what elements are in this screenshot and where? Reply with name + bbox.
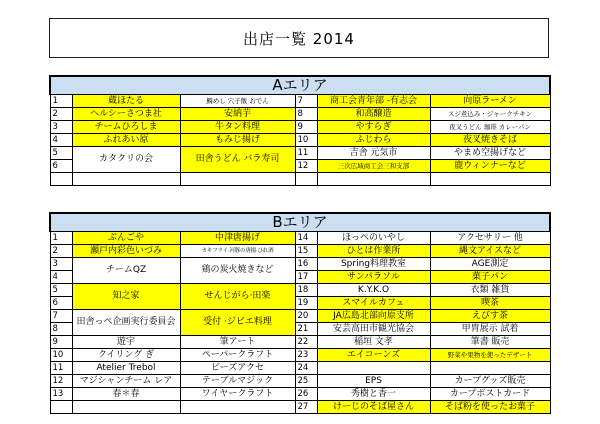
stall-number: 14 bbox=[295, 232, 317, 245]
stall-name: Spring料理教室 bbox=[317, 258, 430, 271]
stall-number: 10 bbox=[50, 349, 72, 362]
stall-name: 三次広域商工会三和支部 bbox=[317, 160, 430, 173]
stall-number: 17 bbox=[295, 271, 317, 284]
stall-number: 4 bbox=[50, 134, 72, 147]
stall-name: ひとは作業所 bbox=[317, 245, 430, 258]
page-title: 出店一覧 2014 bbox=[49, 18, 549, 58]
stall-name: JA広島北部向原支所 bbox=[317, 310, 430, 323]
stall-item: 縄文アイスなど bbox=[430, 245, 550, 258]
stall-item: そば粉を使ったお菓子 bbox=[430, 401, 550, 414]
stall-name: チームQZ bbox=[72, 258, 180, 284]
stall-number: 9 bbox=[295, 121, 317, 134]
area-b-heading: Bエリア bbox=[50, 213, 550, 232]
stall-name: 秀樹と香一 bbox=[317, 388, 430, 401]
stall-name: エイコーンズ bbox=[317, 349, 430, 362]
stall-name: スマイルカフェ bbox=[317, 297, 430, 310]
stall-name: やすらぎ bbox=[317, 121, 430, 134]
stall-number: 10 bbox=[295, 134, 317, 147]
stall-item: 野菜や果物を使ったデザート bbox=[430, 349, 550, 362]
stall-item: 筆アート bbox=[180, 336, 295, 349]
stall-item: もみじ揚げ bbox=[180, 134, 295, 147]
stall-number: 18 bbox=[295, 284, 317, 297]
stall-item: ワイヤークラフト bbox=[180, 388, 295, 401]
stall-item: ビーズアクセ bbox=[180, 362, 295, 375]
stall-item: えびす茶 bbox=[430, 310, 550, 323]
stall-name: 商工会青年部 -有志会 bbox=[317, 95, 430, 108]
stall-number: 27 bbox=[295, 401, 317, 414]
stall-item: 鶏の炭火焼きなど bbox=[180, 258, 295, 284]
stall-number: 21 bbox=[295, 323, 317, 336]
stall-number: 3 bbox=[50, 258, 72, 271]
stall-item: 筆書 販売 bbox=[430, 336, 550, 349]
stall-item: AGE測定 bbox=[430, 258, 550, 271]
stall-name: 稲垣 文孝 bbox=[317, 336, 430, 349]
stall-number: 1 bbox=[50, 95, 72, 108]
area-b-table bbox=[49, 212, 551, 414]
stall-number: 23 bbox=[295, 349, 317, 362]
stall-name: 瀬戸内彩色いづみ bbox=[72, 245, 180, 258]
stall-item: アクセサリー 他 bbox=[430, 232, 550, 245]
stall-name: クイリング ぎ bbox=[72, 349, 180, 362]
stall-item: 安納芋 bbox=[180, 108, 295, 121]
stall-number: 19 bbox=[295, 297, 317, 310]
stall-number: 4 bbox=[50, 271, 72, 284]
stall-name: 蔵ほたる bbox=[72, 95, 180, 108]
stall-number: 11 bbox=[50, 362, 72, 375]
stall-item: 牛タン料理 bbox=[180, 121, 295, 134]
stall-name: 春＊春 bbox=[72, 388, 180, 401]
stall-number: 6 bbox=[50, 160, 72, 173]
stall-number: 7 bbox=[50, 310, 72, 323]
stall-name: 和高醸造 bbox=[317, 108, 430, 121]
stall-name: Atelier Trebol bbox=[72, 362, 180, 375]
stall-name: 遊宇 bbox=[72, 336, 180, 349]
stall-item: 鹿ウィンナーなど bbox=[430, 160, 550, 173]
stall-number: 5 bbox=[50, 147, 72, 160]
stall-number: 26 bbox=[295, 388, 317, 401]
stall-name: 田舎っぺ企画実行委員会 bbox=[72, 310, 180, 336]
stall-number: 8 bbox=[295, 108, 317, 121]
stall-number: 22 bbox=[295, 336, 317, 349]
stall-number: 7 bbox=[295, 95, 317, 108]
stall-name: ヘルシーさつま社 bbox=[72, 108, 180, 121]
stall-number: 2 bbox=[50, 245, 72, 258]
area-a-heading: Aエリア bbox=[50, 76, 550, 95]
stall-number: 20 bbox=[295, 310, 317, 323]
stall-number: 5 bbox=[50, 284, 72, 297]
stall-name: 安芸高田市観光協会 bbox=[317, 323, 430, 336]
stall-item: カープポストカード bbox=[430, 388, 550, 401]
stall-number: 13 bbox=[50, 388, 72, 401]
stall-name: ほっぺのいやし bbox=[317, 232, 430, 245]
stall-name: 知之家 bbox=[72, 284, 180, 310]
stall-name: チームひろしま bbox=[72, 121, 180, 134]
stall-name bbox=[317, 362, 430, 375]
stall-item: 夜叉うどん 珈琲 カレーパン bbox=[430, 121, 550, 134]
stall-item: 中津唐揚げ bbox=[180, 232, 295, 245]
stall-item bbox=[430, 362, 550, 375]
stall-number: 2 bbox=[50, 108, 72, 121]
stall-name: カタクリの会 bbox=[72, 147, 180, 173]
stall-number: 1 bbox=[50, 232, 72, 245]
stall-number: 11 bbox=[295, 147, 317, 160]
stall-number: 24 bbox=[295, 362, 317, 375]
stall-name: 吉舎 元気市 bbox=[317, 147, 430, 160]
stall-name: マジシャンチーム レア bbox=[72, 375, 180, 388]
stall-item: カキフライ·河豚の唐揚·ひれ酒 bbox=[180, 245, 295, 258]
stall-item: やまめ空揚げなど bbox=[430, 147, 550, 160]
stall-item: 向原ラーメン bbox=[430, 95, 550, 108]
stall-item: ペーパークラフト bbox=[180, 349, 295, 362]
stall-name: サンパラソル bbox=[317, 271, 430, 284]
stall-item: 夜叉焼きそば bbox=[430, 134, 550, 147]
stall-item: 受付 ·ジビエ料理 bbox=[180, 310, 295, 336]
stall-number: 15 bbox=[295, 245, 317, 258]
stall-item: テーブルマジック bbox=[180, 375, 295, 388]
stall-number: 9 bbox=[50, 336, 72, 349]
stall-number: 6 bbox=[50, 297, 72, 310]
stall-name: EPS bbox=[317, 375, 430, 388]
area-a-table bbox=[49, 75, 551, 186]
stall-number: 25 bbox=[295, 375, 317, 388]
stall-item: 甲胄展示 試着 bbox=[430, 323, 550, 336]
stall-name: K.Y.K.O bbox=[317, 284, 430, 297]
stall-item: せんじがら·田楽 bbox=[180, 284, 295, 310]
stall-number: 8 bbox=[50, 323, 72, 336]
stall-name: ふじわら bbox=[317, 134, 430, 147]
stall-item: 喫茶 bbox=[430, 297, 550, 310]
stall-number: 16 bbox=[295, 258, 317, 271]
stall-name: けーじのそば屋さん bbox=[317, 401, 430, 414]
stall-item: スジ煮込み・ジャークチキン bbox=[430, 108, 550, 121]
stall-number: 12 bbox=[50, 375, 72, 388]
stall-item: カーブグッズ販売 bbox=[430, 375, 550, 388]
stall-name: ふれあい原 bbox=[72, 134, 180, 147]
stall-name: ぶんごや bbox=[72, 232, 180, 245]
stall-item: 田舎うどん バラ寿司 bbox=[180, 147, 295, 173]
stall-item: 鯛めし 穴子飯 おでん bbox=[180, 95, 295, 108]
stall-item: 菓子パン bbox=[430, 271, 550, 284]
stall-item: 衣類 雑貨 bbox=[430, 284, 550, 297]
stall-number: 3 bbox=[50, 121, 72, 134]
stall-number: 12 bbox=[295, 160, 317, 173]
